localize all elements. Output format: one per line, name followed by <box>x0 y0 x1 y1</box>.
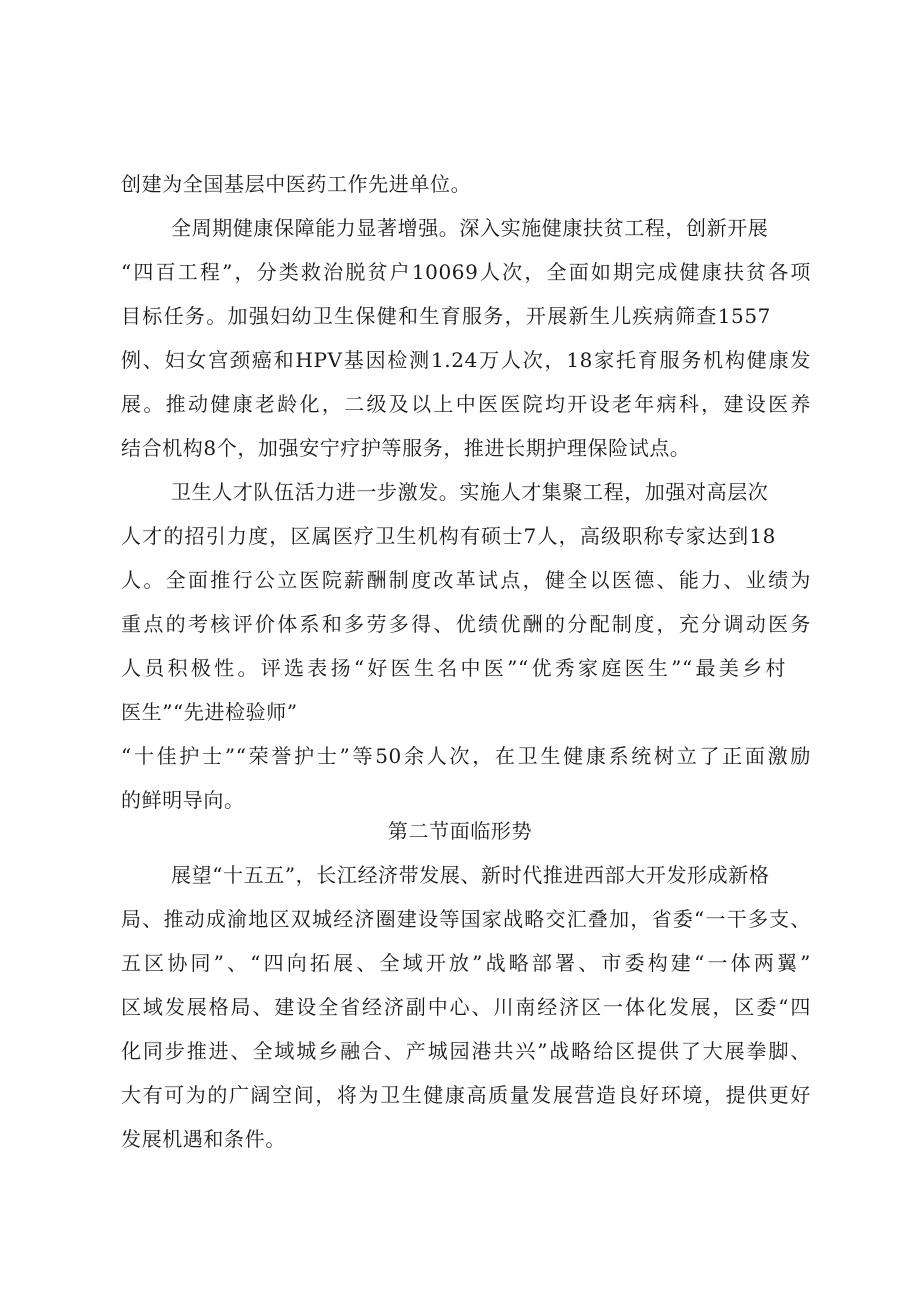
text-line: 医生”“先进检验师” <box>121 700 298 724</box>
text-line: 区域发展格局、建设全省经济副中心、川南经济区一体化发展，区委“四 <box>121 995 811 1019</box>
text-line: 展。推动健康老龄化，二级及以上中医医院均开设老年病科，建设医养 <box>121 392 811 416</box>
text-line: “四百工程”，分类救治脱贫户10069人次，全面如期完成健康扶贫各项 <box>121 260 811 284</box>
text-line: 创建为全国基层中医药工作先进单位。 <box>121 172 472 196</box>
text-line: 目标任务。加强妇幼卫生保健和生育服务，开展新生儿疾病筛查1557 <box>121 304 771 328</box>
text-line: 五区协同”、“四向拓展、全域开放”战略部署、市委构建“一体两翼” <box>121 951 811 975</box>
text-line: 展望“十五五”，长江经济带发展、新时代推进西部大开发形成新格 <box>171 863 770 887</box>
text-line: 人员积极性。评选表扬“好医生名中医”“优秀家庭医生”“最美乡村 <box>121 656 786 680</box>
text-line: 结合机构8个，加强安宁疗护等服务，推进长期护理保险试点。 <box>121 436 691 460</box>
text-line: “十佳护士”“荣誉护士”等50余人次，在卫生健康系统树立了正面激励 <box>121 744 811 768</box>
text-line: 局、推动成渝地区双城经济圈建设等国家战略交汇叠加，省委“一干多支、 <box>121 907 811 931</box>
text-line: 重点的考核评价体系和多劳多得、优绩优酬的分配制度，充分调动医务 <box>121 612 811 636</box>
text-line: 发展机遇和条件。 <box>121 1127 286 1151</box>
text-line: 人才的招引力度，区属医疗卫生机构有硕士7人，高级职称专家达到18 <box>121 524 776 548</box>
section-heading: 第二节面临形势 <box>387 819 533 843</box>
text-line: 大有可为的广阔空间，将为卫生健康高质量发展营造良好环境，提供更好 <box>121 1083 811 1107</box>
text-line: 人。全面推行公立医院薪酬制度改革试点，健全以医德、能力、业绩为 <box>121 568 811 592</box>
text-line: 卫生人才队伍活力进一步激发。实施人才集聚工程，加强对高层次 <box>171 480 769 504</box>
text-line: 全周期健康保障能力显著增强。深入实施健康扶贫工程，创新开展 <box>171 216 769 240</box>
text-line: 的鲜明导向。 <box>121 788 245 812</box>
text-line: 化同步推进、全域城乡融合、产城园港共兴”战略给区提供了大展拳脚、 <box>121 1039 811 1063</box>
text-line: 例、妇女宫颈癌和HPV基因检测1.24万人次，18家托育服务机构健康发 <box>121 348 811 372</box>
